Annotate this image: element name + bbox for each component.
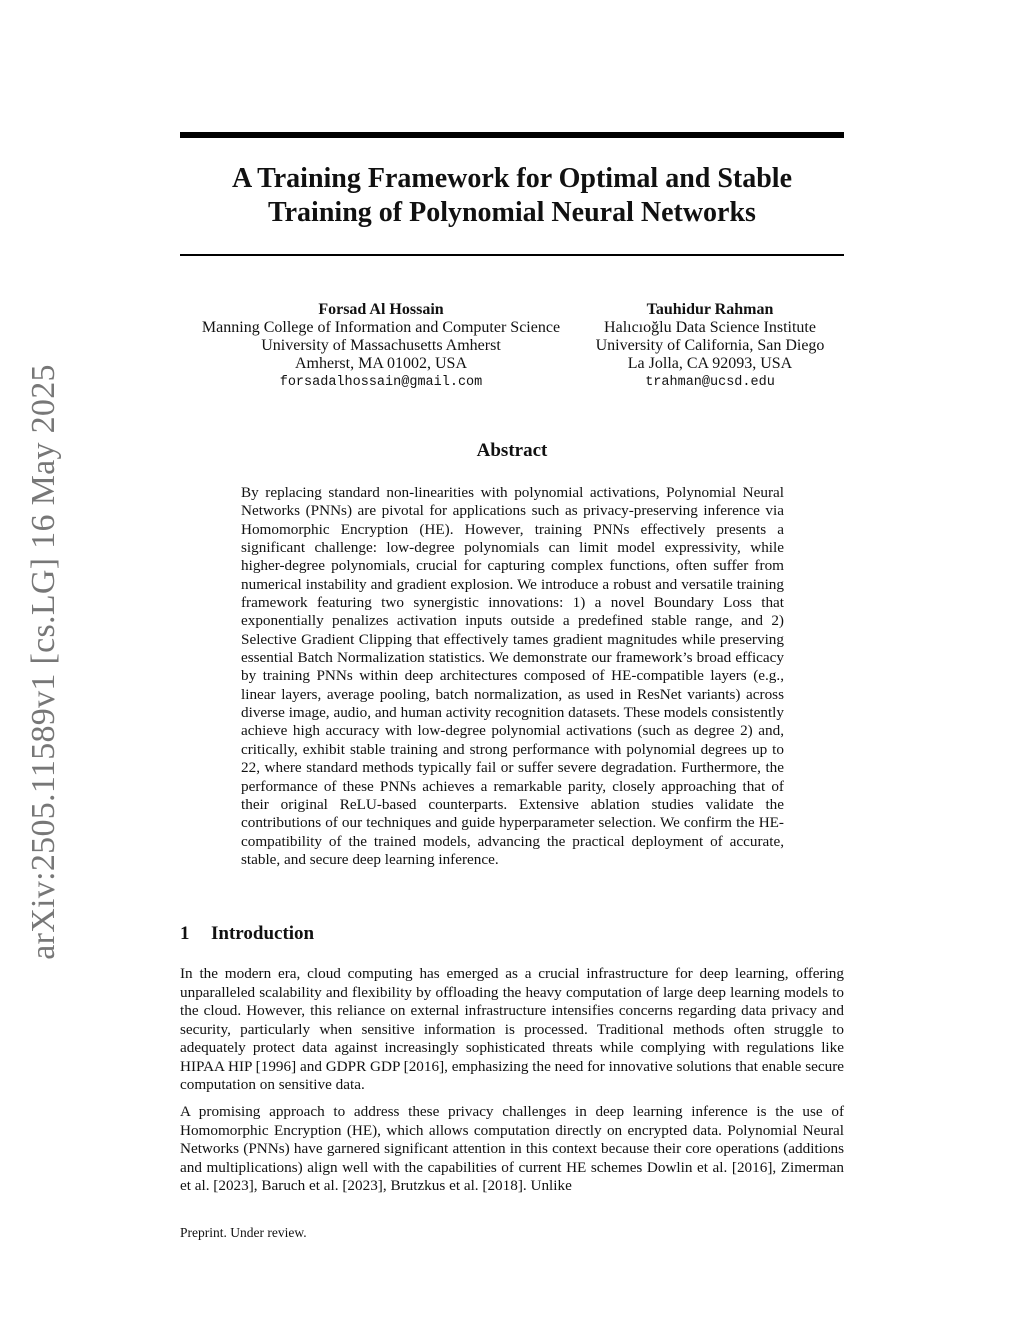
section-title: Introduction (211, 923, 315, 944)
author-block-2 (584, 301, 836, 392)
abstract-body: By replacing standard non-linearities with polynomial activations, Polynomial Neural Networks (PNNs) are pivotal for applications such as privacy-preserving inference via Homomorphic Encryption (HE). However, training PNNs effectively presents a significant challenge: low-degree polynomials can limit model expressivity, while higher-degree polynomials, crucial for capturing complex functions, often suffer from numerical instability and gradient explosion. We introduce a robust and versatile training framework featuring two synergistic innovations: 1) a novel Boundary Loss that exponentially penalizes activation inputs outside a predefined stable range, and 2) Selective Gradient Clipping that effectively tames gradient magnitudes while preserving essential Batch Normalization statistics. We demonstrate our framework’s broad efficacy by training PNNs within deep architectures composed of HE-compatible layers (e.g., linear layers, average pooling, batch normalization, as used in ResNet variants) across diverse image, audio, and human activity recognition datasets. These models consistently achieve high accuracy with low-degree polynomial activations (such as degree 2) and, critically, exhibit stable training and strong performance with polynomial degrees up to 22, where standard methods typically fail or suffer severe degradation. Furthermore, the performance of these PNNs achieves a remarkable parity, closely approaching that of their original ReLU-based counterparts. Extensive ablation studies validate the contributions of our techniques and guide hyperparameter selection. We confirm the HE-compatibility of the trained models, advancing the practical deployment of accurate, stable, and secure deep learning inference. (241, 484, 784, 868)
section-number: 1 (180, 923, 190, 944)
author-name: Tauhidur Rahman (646, 301, 774, 318)
arxiv-identifier-text: arXiv:2505.11589v1 [cs.LG] 16 May 2025 (25, 364, 62, 960)
author-address: La Jolla, CA 92093, USA (627, 355, 793, 372)
title-top-rule (180, 132, 844, 138)
paper-title-line-2: Training of Polynomial Neural Networks (268, 197, 756, 228)
author-name: Forsad Al Hossain (318, 301, 444, 318)
title-bottom-rule (180, 254, 844, 256)
author-email: forsadalhossain@gmail.com (279, 375, 483, 390)
page-footer-note: Preprint. Under review. (180, 1225, 307, 1240)
author-address: Amherst, MA 01002, USA (294, 355, 467, 372)
author-affiliation: Halıcıoğlu Data Science Institute (604, 319, 816, 336)
body-paragraph: In the modern era, cloud computing has emerged as a crucial infrastructure for deep learning, offering unparalleled scalability and flexibility by offloading the heavy computation of large deep learning models to the cloud. However, this reliance on external infrastructure intensifies concerns regarding data privacy and security, particularly when sensitive information is processed. Traditional methods often struggle to adequately protect data against increasingly sophisticated threats while complying with regulations like HIPAA HIP [1996] and GDPR GDP [2016], emphasizing the need for innovative solutions that enable secure computation on sensitive data. (180, 965, 844, 1093)
paper-title-line-1: A Training Framework for Optimal and Stable (231, 163, 793, 194)
paper-title (180, 162, 844, 230)
section-heading-introduction (180, 923, 314, 945)
author-block-1 (180, 301, 582, 392)
author-institution: University of Massachusetts Amherst (261, 337, 501, 354)
author-affiliation: Manning College of Information and Computer Science (201, 319, 561, 336)
author-institution: University of California, San Diego (595, 337, 825, 354)
abstract-heading: Abstract (476, 440, 548, 461)
author-email: trahman@ucsd.edu (645, 375, 775, 390)
body-paragraph: A promising approach to address these privacy challenges in deep learning inference is the use of Homomorphic Encryption (HE), which allows computation directly on encrypted data. Polynomial Neural Networks (PNNs) have garnered significant attention in this context because their core operations (additions and multiplications) align well with the capabilities of current HE schemes Dowlin et al. [2016], Zimerman et al. [2023], Baruch et al. [2023], Brutzkus et al. [2018]. Unlike (180, 1103, 844, 1194)
